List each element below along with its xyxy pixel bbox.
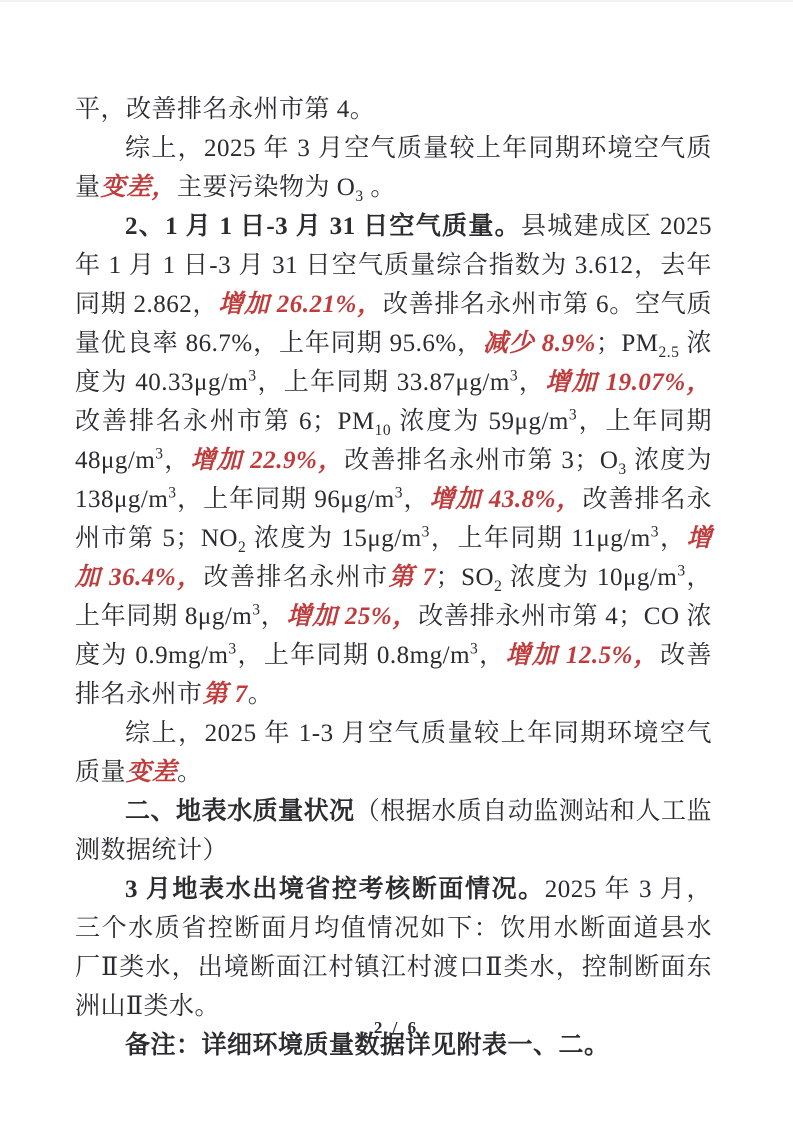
- superscript-text: 3: [509, 367, 519, 385]
- emphasis-red-text: 增加 25%，: [286, 603, 419, 630]
- subscript-text: 3: [355, 188, 364, 205]
- superscript-text: 3: [252, 601, 261, 619]
- text-segment: ，上年同期 33.87μg/m: [256, 369, 510, 396]
- text-segment: 2025 年 3 月，三个水质省控断面月均值情况如下：饮用水断面道县水厂Ⅱ类水，出境断面江村镇江村渡口Ⅱ类水，控制断面东洲山Ⅱ类水。: [75, 876, 712, 1020]
- text-segment: ，: [658, 525, 687, 552]
- text-segment: ；PM: [595, 330, 659, 357]
- page-number: 2 / 6: [373, 1018, 420, 1037]
- subscript-text: 3: [618, 461, 627, 478]
- text-segment: ，上年同期 0.8mg/m: [236, 642, 471, 669]
- text-segment: ；SO: [435, 564, 495, 591]
- text-segment: 改善排名永州市第 5；NO: [75, 486, 713, 552]
- emphasis-red-text: 第 7: [202, 681, 248, 708]
- text-segment: 改善排名永州市第 6。空气质量优良率 86.7%，上年同期 95.6%，: [75, 291, 712, 357]
- heading-surface-water: [75, 792, 712, 870]
- scan-edge-artifact: [0, 0, 793, 2]
- text-segment: 主要污染物为 O: [177, 174, 356, 201]
- text-segment: ，上年同期 8μg/m: [75, 564, 712, 630]
- document-body: [75, 90, 719, 1065]
- text-segment: 。: [363, 174, 396, 201]
- superscript-text: 3: [228, 640, 237, 658]
- bold-text: 二、地表水质量状况: [125, 798, 355, 825]
- superscript-text: 3: [677, 562, 686, 580]
- emphasis-red-text: 增加 43.8%，: [429, 486, 583, 513]
- paragraph-q1-summary: [75, 714, 712, 792]
- text-segment: 县城建成区 2025 年 1 月 1 日-3 月 31 日空气质量综合指数为 3.612，去年同期 2.862，: [75, 213, 719, 318]
- subscript-text: 2: [237, 539, 247, 556]
- text-segment: 平，改善排名永州市第 4。: [75, 96, 376, 123]
- emphasis-red-text: 增加 22.9%，: [190, 447, 345, 474]
- emphasis-red-text: 增加 12.5%，: [505, 642, 661, 669]
- subscript-text: 2.5: [658, 344, 680, 361]
- text-segment: 改善排名永州市第 6；PM: [75, 408, 375, 435]
- text-segment: ，上年同期 11μg/m: [429, 525, 651, 552]
- emphasis-red-text: 变差: [126, 759, 178, 786]
- superscript-text: 3: [470, 640, 479, 658]
- paragraph-water-sections: [75, 870, 712, 1026]
- text-segment: 。: [177, 759, 203, 786]
- text-segment: ，: [402, 486, 430, 513]
- text-segment: ，: [518, 369, 546, 396]
- text-segment: 改善排名永州市: [203, 564, 389, 591]
- emphasis-red-text: 增加 26.21%，: [218, 291, 383, 318]
- text-segment: 浓度为 40.33μg/m: [75, 330, 712, 396]
- emphasis-red-text: 减少 8.9%: [482, 330, 596, 357]
- bold-text: 2、1 月 1 日-3 月 31 日空气质量。: [125, 213, 521, 240]
- text-segment: 浓度为 59μg/m: [391, 408, 569, 435]
- emphasis-red-text: 第 7: [388, 564, 436, 591]
- text-segment: 改善排永州市第 4；CO 浓度为 0.9mg/m: [75, 603, 713, 669]
- superscript-text: 3: [568, 406, 578, 424]
- text-segment: ，: [163, 447, 191, 474]
- paragraph-march-summary: [75, 129, 712, 207]
- text-segment: 改善排名永州市第 3；O: [344, 447, 619, 474]
- text-segment: 综上，2025 年 1-3 月空气质量较上年同期环境空气质量: [75, 720, 712, 786]
- superscript-text: 3: [168, 484, 177, 502]
- text-segment: 浓度为 15μg/m: [246, 525, 422, 552]
- superscript-text: 3: [394, 484, 403, 502]
- emphasis-red-text: 变差，: [100, 174, 178, 201]
- text-segment: 浓度为 10μg/m: [502, 564, 678, 591]
- parenthetical-text: （根据水质自动监测站和人工监测数据统计）: [75, 798, 712, 864]
- text-segment: ，: [260, 603, 287, 630]
- superscript-text: 3: [421, 523, 430, 541]
- text-segment: ，: [478, 642, 506, 669]
- superscript-text: 3: [248, 367, 257, 385]
- text-segment: ，上年同期 96μg/m: [176, 486, 395, 513]
- superscript-text: 3: [155, 445, 164, 463]
- text-segment: 改善排名永州市: [75, 642, 712, 708]
- superscript-text: 3: [650, 523, 659, 541]
- emphasis-red-text: 增加 36.4%，: [75, 525, 713, 591]
- text-segment: 综上，2025 年 3 月空气质量较上年同期环境空气质量: [75, 135, 712, 201]
- subscript-text: 2: [494, 578, 503, 595]
- bold-text: 备注：详细环境质量数据详见附表一、二。: [125, 1032, 610, 1059]
- page-footer: [0, 1018, 793, 1038]
- paragraph-continuation: [75, 90, 712, 129]
- bold-text: 3 月地表水出境省控考核断面情况。: [125, 876, 545, 903]
- emphasis-red-text: 增加 19.07%，: [545, 369, 712, 396]
- text-segment: 。: [247, 681, 274, 708]
- text-segment: 浓度为 138μg/m: [75, 447, 719, 513]
- text-segment: ，上年同期 48μg/m: [75, 408, 719, 474]
- subscript-text: 10: [374, 422, 392, 439]
- paragraph-q1-air-quality: [75, 207, 719, 714]
